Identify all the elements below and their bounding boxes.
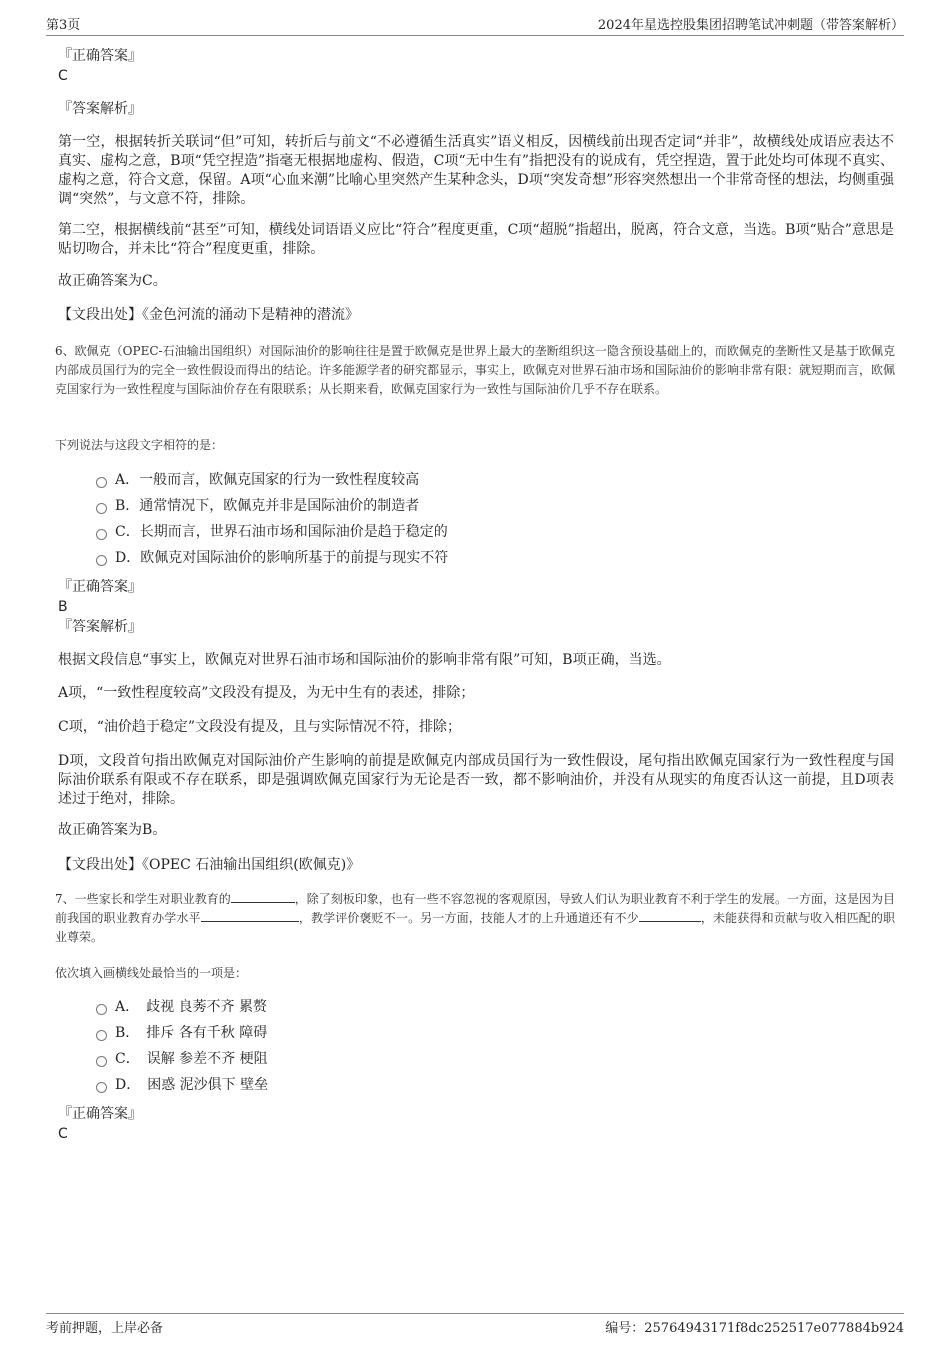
stem-part: ，除了刻板印象，也有一些不容忽视的客观原因，导致人们认为职业教育不利于学生的发展。一方面，这是因为目前我国的职业教育办学水平 [55,892,895,925]
option-label: C．长期而言，世界石油市场和国际油价是趋于稳定的 [115,524,448,540]
answer-label: 『正确答案』 [58,48,142,64]
radio-icon[interactable] [96,555,107,566]
document-id: 编号：25764943171f8dc252517e077884b924 [605,1321,904,1336]
option-label: D． 困惑 泥沙俱下 壁垒 [115,1077,269,1093]
fill-blank [201,909,299,922]
answer-value: B [58,599,68,615]
stem-part: ，未能获得和贡献与收入相匹配的职业尊荣。 [55,911,895,944]
stem-part: 7、一些家长和学生对职业教育的 [55,892,231,906]
fill-blank [231,890,295,903]
option-c[interactable] [96,522,448,542]
option-b[interactable] [96,1023,267,1043]
document-title: 2024年星选控股集团招聘笔试冲刺题（带答案解析） [597,18,904,33]
question-prompt: 依次填入画横线处最恰当的一项是： [55,966,248,980]
answer-value: C [58,68,68,84]
option-c[interactable] [96,1049,268,1069]
page-number: 第3页 [46,18,81,33]
question-stem [55,890,895,947]
analysis-paragraph: C项，“油价趋于稳定”文段没有提及，且与实际情况不符，排除； [58,719,462,735]
q7-answer-block [58,1104,894,1144]
source-citation: 【文段出处】《OPEC 石油输出国组织(欧佩克)》 [58,857,361,873]
analysis-paragraph: A项，“一致性程度较高”文段没有提及，为无中生有的表述，排除； [58,685,475,701]
analysis-paragraph: 根据文段信息“事实上，欧佩克对世界石油市场和国际油价的影响非常有限”可知，B项正确，当选。 [58,652,671,668]
option-label: A．一般而言，欧佩克国家的行为一致性程度较高 [115,472,420,488]
analysis-conclusion: 故正确答案为B。 [58,822,167,838]
analysis-paragraph: 第一空，根据转折关联词“但”可知，转折后与前文“不必遵循生活真实”语义相反，因横线前出现否定词“并非”，故横线处成语应表达不真实、虚构之意，B项“凭空捏造”指毫无根据地虚构、假造，C项“无中生有”指把没有的说成有，凭空捏造，置于此处均可体现不真实、虚构之意，符合文意，保留。A项“心血来潮”比喻心里突然产生某种念头，D项“突发奇想”形容突然想出一个非常奇怪的想法，均侧重强调“突然”，与文意不符，排除。 [58,134,894,207]
radio-icon[interactable] [96,1082,107,1093]
option-label: A． 歧视 良莠不齐 累赘 [115,999,268,1015]
analysis-paragraph: D项，文段首句指出欧佩克对国际油价产生影响的前提是欧佩克内部成员国行为一致性假设，尾句指出欧佩克国家行为一致性程度与国际油价联系有限或不存在联系，即是强调欧佩克国家行为无论是否一致，都不影响油价，并没有从现实的角度否认这一前提，且D项表述过于绝对，排除。 [58,753,894,807]
stem-part: ，教学评价褒贬不一。另一方面，技能人才的上升通道还有不少 [298,911,639,925]
radio-icon[interactable] [96,1030,107,1041]
analysis-label: 『答案解析』 [58,619,142,635]
radio-icon[interactable] [96,1004,107,1015]
question-stem: 6、欧佩克（OPEC-石油输出国组织）对国际油价的影响往往是置于欧佩克是世界上最大的垄断组织这一隐含预设基础上的，而欧佩克的垄断性又是基于欧佩克内部成员国行为的完全一致性假设而得出的结论。许多能源学者的研究都显示，事实上，欧佩克对世界石油市场和国际油价的影响非常有限：就短期而言，欧佩克国家行为一致性程度与国际油价存在有限联系；从长期来看，欧佩克国家行为一致性与国际油价几乎不存在联系。 [55,344,896,396]
radio-icon[interactable] [96,1056,107,1067]
option-label: B． 排斥 各有千秋 障碍 [115,1025,268,1041]
option-d[interactable] [96,1075,268,1095]
fill-blank [639,909,701,922]
option-label: B．通常情况下，欧佩克并非是国际油价的制造者 [115,498,420,514]
option-a[interactable] [96,470,419,490]
footer-slogan: 考前押题，上岸必备 [46,1321,164,1336]
answer-label: 『正确答案』 [58,1106,142,1122]
source-citation: 【文段出处】《金色河流的涌动下是精神的潜流》 [58,307,359,323]
radio-icon[interactable] [96,503,107,514]
q5-answer-block [58,46,894,86]
page-header [46,14,904,36]
q6-answer-block [58,577,894,637]
answer-label: 『正确答案』 [58,579,142,595]
option-label: D．欧佩克对国际油价的影响所基于的前提与现实不符 [115,550,449,566]
answer-value: C [58,1126,68,1142]
option-b[interactable] [96,496,419,516]
page-footer [46,1313,904,1336]
option-a[interactable] [96,997,267,1017]
question-prompt: 下列说法与这段文字相符的是： [55,438,224,452]
radio-icon[interactable] [96,529,107,540]
analysis-paragraph: 第二空，根据横线前“甚至”可知，横线处词语语义应比“符合”程度更重，C项“超脱”指超出，脱离，符合文意，当选。B项“贴合”意思是贴切吻合，并未比“符合”程度更重，排除。 [58,222,894,257]
radio-icon[interactable] [96,477,107,488]
analysis-label: 『答案解析』 [58,101,142,117]
option-label: C． 误解 参差不齐 梗阻 [115,1051,268,1067]
option-d[interactable] [96,548,448,568]
analysis-conclusion: 故正确答案为C。 [58,273,167,289]
